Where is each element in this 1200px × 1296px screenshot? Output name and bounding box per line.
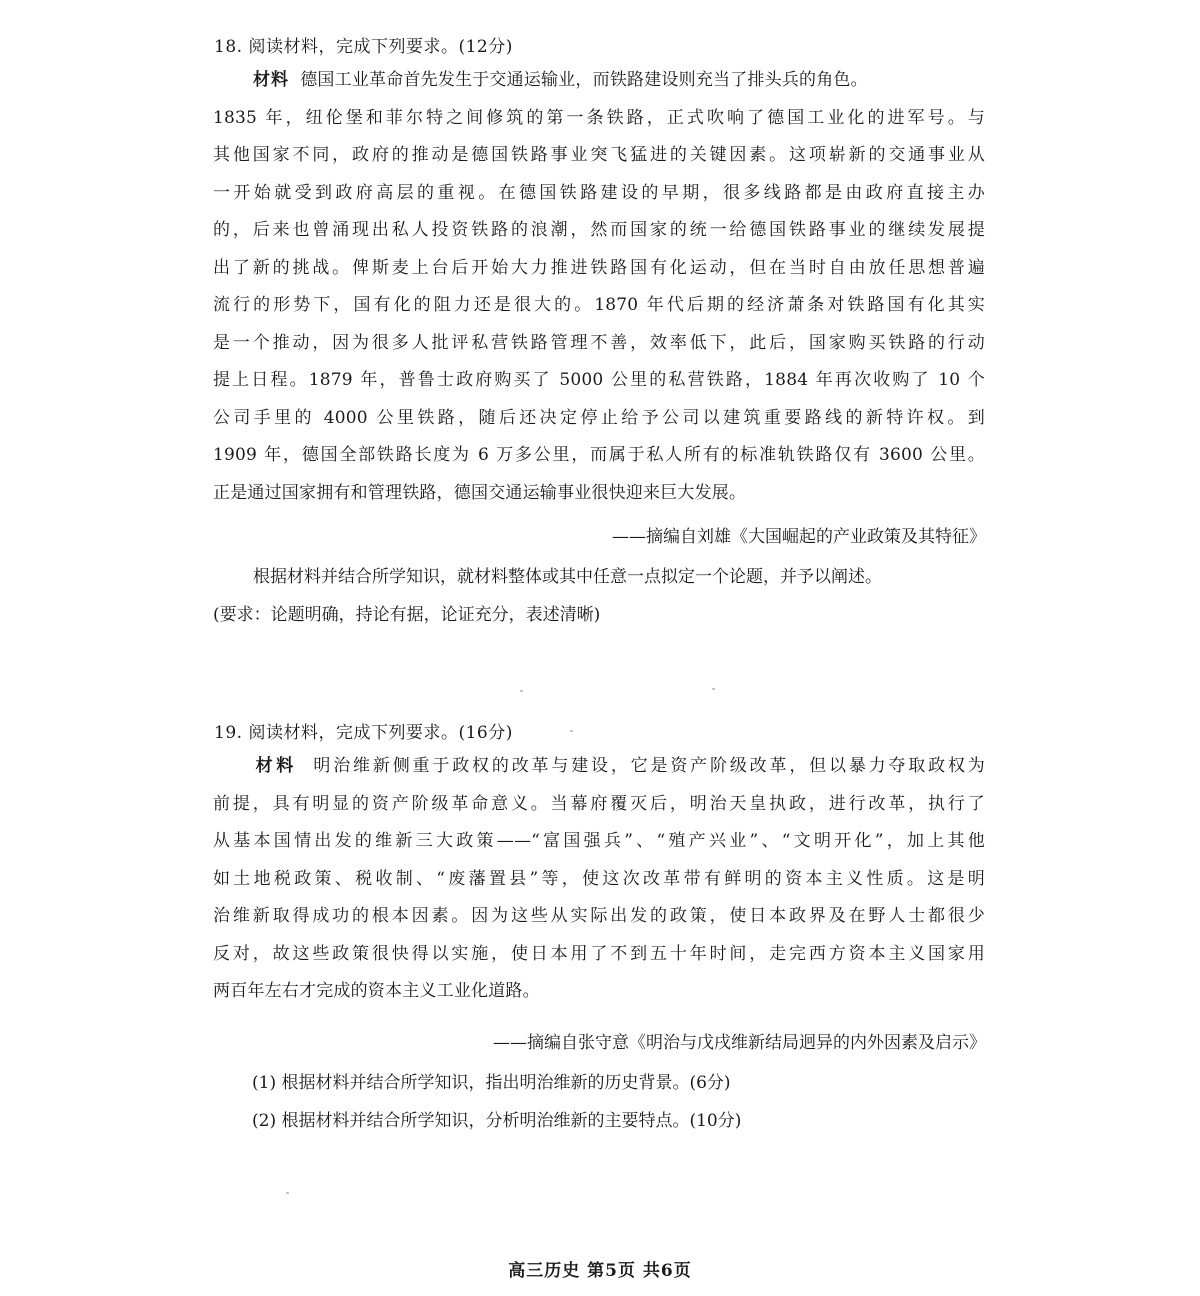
material-line: 两百年左右才完成的资本主义工业化道路。	[213, 981, 540, 1001]
scan-speck	[570, 730, 573, 732]
material-line: 正是通过国家拥有和管理铁路，德国交通运输事业很快迎来巨大发展。	[213, 482, 747, 503]
question-19-sub-1: (1) 根据材料并结合所学知识，指出明治维新的历史背景。(6分)	[252, 1073, 731, 1093]
material-line: 公司手里的 4000 公里铁路，随后还决定停止给予公司以建筑重要路线的新特许权。到	[213, 407, 985, 428]
question-19-source: ——摘编自张守意《明治与戊戌维新结局迥异的内外因素及启示》	[493, 1033, 986, 1053]
material-line: 其他国家不同，政府的推动是德国铁路事业突飞猛进的关键因素。这项崭新的交通事业从	[213, 145, 985, 165]
question-18-prompt: 根据材料并结合所学知识，就材料整体或其中任意一点拟定一个论题，并予以阐述。	[253, 567, 882, 587]
material-line: 从基本国情出发的维新三大政策——“富国强兵”、“殖产兴业”、“文明开化”，加上其他	[213, 831, 985, 851]
question-18-requirement: (要求：论题明确，持论有据，论证充分，表述清晰)	[213, 605, 601, 625]
material-line: 前提，具有明显的资产阶级革命意义。当幕府覆灭后，明治天皇执政，进行改革，执行了	[213, 793, 985, 814]
material-line: 一开始就受到政府高层的重视。在德国铁路建设的早期，很多线路都是由政府直接主办	[213, 182, 985, 203]
question-19-sub-2: (2) 根据材料并结合所学知识，分析明治维新的主要特点。(10分)	[252, 1111, 742, 1131]
material-label: 材料	[253, 70, 289, 90]
question-19-title: 19. 阅读材料，完成下列要求。(16分)	[214, 723, 513, 743]
material-line: 反对，故这些政策很快得以实施，使日本用了不到五十年时间，走完西方资本主义国家用	[213, 943, 985, 964]
material-line: 出了新的挑战。俾斯麦上台后开始大力推进铁路国有化运动，但在当时自由放任思想普遍	[213, 257, 985, 278]
material-line: 是一个推动，因为很多人批评私营铁路管理不善，效率低下，此后，国家购买铁路的行动	[213, 332, 985, 353]
material-label: 材料	[253, 756, 297, 776]
question-19-material	[213, 748, 985, 1011]
material-line: 材料 明治维新侧重于政权的改革与建设，它是资产阶级改革，但以暴力夺取政权为	[253, 756, 986, 776]
question-18-source: ——摘编自刘雄《大国崛起的产业政策及其特征》	[612, 527, 986, 547]
material-line: 1909 年，德国全部铁路长度为 6 万多公里，而属于私人所有的标准轨铁路仅有 3600 公里。	[213, 445, 985, 465]
material-line: 治维新取得成功的根本因素。因为这些从实际出发的政策，使日本政界及在野人士都很少	[213, 906, 985, 926]
question-18-material	[213, 62, 985, 512]
material-line: 流行的形势下，国有化的阻力还是很大的。1870 年代后期的经济萧条对铁路国有化其实	[213, 295, 985, 315]
scan-speck	[286, 1192, 289, 1194]
scan-speck	[520, 690, 523, 692]
page-footer: 高三历史 第5页 共6页	[508, 1261, 692, 1281]
material-line: 1835 年，纽伦堡和菲尔特之间修筑的第一条铁路，正式吹响了德国工业化的进军号。与	[213, 107, 985, 128]
material-line: 材料 德国工业革命首先发生于交通运输业，而铁路建设则充当了排头兵的角色。	[253, 70, 868, 90]
material-line: 如土地税政策、税收制、“废藩置县”等，使这次改革带有鲜明的资本主义性质。这是明	[213, 868, 985, 889]
material-line: 的，后来也曾涌现出私人投资铁路的浪潮，然而国家的统一给德国铁路事业的继续发展提	[213, 220, 985, 240]
material-line: 提上日程。1879 年，普鲁士政府购买了 5000 公里的私营铁路，1884 年再次收购了 10 个	[213, 370, 985, 390]
scan-speck	[712, 688, 715, 690]
question-18-title: 18. 阅读材料，完成下列要求。(12分)	[214, 37, 513, 57]
